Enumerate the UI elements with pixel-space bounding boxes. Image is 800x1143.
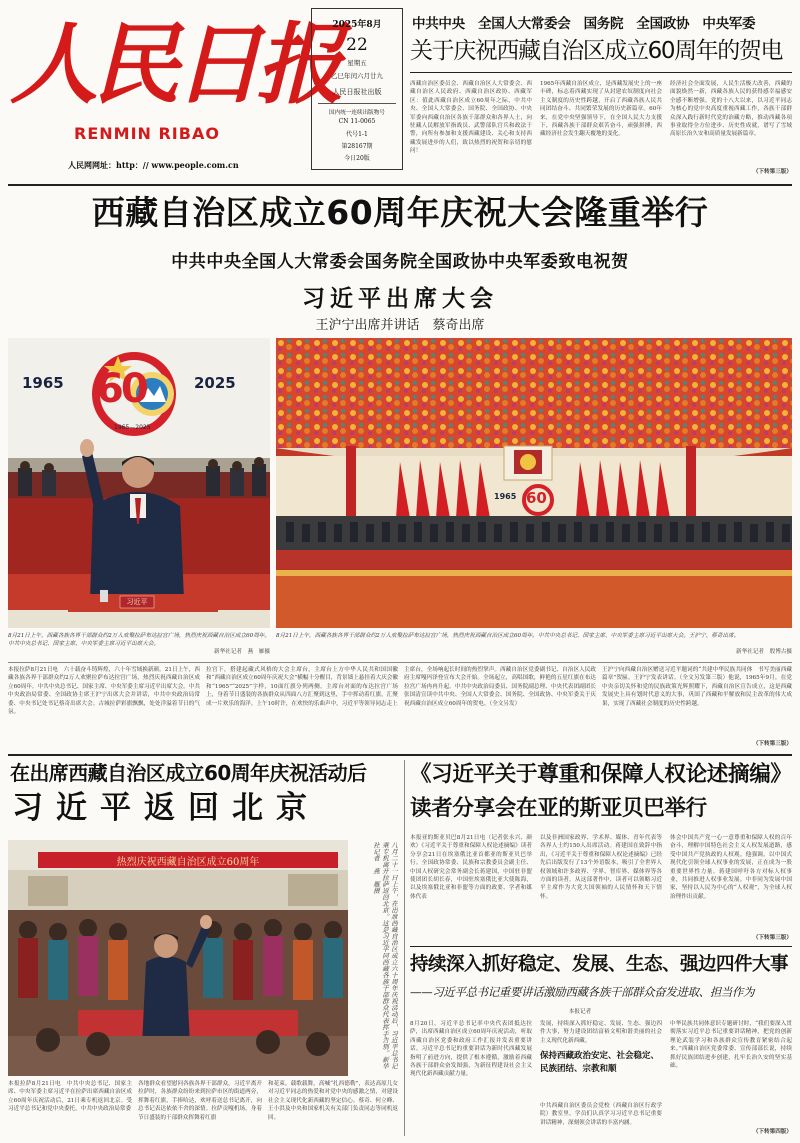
photo-banner-text: 热烈庆祝西藏自治区成立60周年 <box>116 857 260 868</box>
emblem-year-start: 1965 <box>22 374 64 392</box>
credit-right: 新华社记者 殷博古摄 <box>736 649 792 655</box>
emblem-year-end: 2025 <box>194 374 236 392</box>
lead-body-col1: 本报拉萨8月21日电 六十载奋斗铸辉煌，六十年雪域换新颜。21日上午，西藏各族各界干部群众约2万人欢聚拉萨布达拉宫广场，热烈庆祝西藏自治区成立60周年。中共中央总书记、国家主席、中央军委主席习近平出席大会。中共中央政治局常委、全国政协主席王沪宁出席大会并讲话，中共中央政治局常委、中央书记处书记蔡奇出席大会。古城拉萨彩旗飘飘，处处洋溢着节日的气氛。 <box>8 667 200 716</box>
bottom-story-subhead: ——习近平总书记重要讲话激励西藏各族干部群众奋发进取、担当作为 <box>410 985 755 999</box>
right-story-body-col1: 本报亚的斯亚贝巴8月21日电（记者张永兴、颜欢）《习近平关于尊重和保障人权论述摘编》读者分享会21日在埃塞俄比亚首都亚的斯亚贝巴举行。全国政协常委、民族和宗教委员会副主任、中国人权研究会常务副会长蒋建国，中国驻非盟使团团长胡长春，中国驻埃塞俄比亚大使陈海，以及埃塞俄比亚和非盟等方面的政要、学者和媒体代表 <box>410 835 532 900</box>
website-url: 人民网网址：http：// www.people.com.cn <box>68 160 239 170</box>
right-story-continued: （下转第三版） <box>752 935 792 941</box>
lead-body-col2: 拉宫下，搭建起藏式风格的大会主席台。主席台上方中华人民共和国国徽和“西藏自治区成立60周年庆祝大会”横幅十分醒目，背景墙上悬挂着大庆会徽和“1965”“2025”字样，10面红旗分列两侧。主席台对面的布达拉宫广场上，身着节日盛装的各族群众从四面八方汇聚到这里，手中挥动着红旗，汇聚成一片欢乐的海洋。上午10时许，在欢快的乐曲声中，习近平等领导同志走上 <box>206 667 398 707</box>
serial-number: CN 11-0065 <box>338 118 376 125</box>
date-day: 22 <box>346 35 368 55</box>
lead-subhead: 中共中央全国人大常委会国务院全国政协中央军委致电祝贺 <box>171 252 629 272</box>
lead-head-wang: 王沪宁出席并讲话 蔡奇出席 <box>315 318 485 333</box>
lead-body-col4: 王沪宁向西藏自治区赠送习近平题词的“共建中华民族共同体 书写美丽西藏篇章”贺匾。王沪宁发表讲话。（全文另发第三版）他说，1965年9月，在党中央亲切关怀和党的民族政策光辉照耀下，西藏自治区宣告成立，这是西藏发展史上具有划时代意义的大事，巩固了西藏和平解放和民主改革的伟大成果，实现了西藏社会制度的历史性跨越。 <box>602 667 792 707</box>
top-story-col3: 经济社会全面发展，人民生活极大改善，西藏的面貌焕然一新，西藏各族人民的获得感幸福感安全感不断增强。党的十八大以来，以习近平同志为核心的党中央高度重视西藏工作，各族干部群众深入践行新时代党的治藏方略，推动西藏各项事业取得全方位进步、历史性成就，谱写了雪域高原长治久安和高质量发展新篇章。 <box>670 81 792 138</box>
photo-xi-waving <box>8 338 270 628</box>
stage-year: 1965 <box>494 492 517 501</box>
masthead <box>0 0 800 184</box>
left-story-headline: 习近平返回北京 <box>12 790 320 826</box>
top-story-col2: 1965年西藏自治区成立，是西藏发展史上的一座丰碑，标志着西藏实现了从封建农奴制度向社会主义制度的历史性跨越，开启了西藏各族人民共同团结奋斗、共同繁荣发展的历史新篇章。60年来，在党中央坚强领导下，在全国人民大力支援下，西藏各族干部群众艰苦奋斗，顽强拼搏，西藏经济社会发生翻天覆地的变化。 <box>540 81 662 138</box>
lunar-date: 乙巳年闰六月廿九 <box>331 72 383 80</box>
emblem-sixty-number: 60 <box>96 366 146 412</box>
emblem-years: 1965—2025 <box>114 424 151 431</box>
lead-continued: （下转第三版） <box>752 741 792 747</box>
bottom-story-body-col1: 8月20日，习近平总书记率中央代表团抵达拉萨，出席西藏自治区成立60周年庆祝活动，听取西藏自治区党委和政府工作汇报并发表重要讲话。习近平总书记的重要讲话为新时代西藏发展指明了前进方向，提供了根本遵循，激励着西藏各族干部群众奋发图强，为新征程建设社会主义现代化新西藏贡献力量。 <box>410 1021 532 1078</box>
issue-number: 第28167期 <box>341 143 373 150</box>
left-story-body-col2: 各地群众看望慰问各族各界干部群众。习近平离开拉萨时，各族群众纷纷来到拉萨市区的街道两旁，挥舞着红旗，手捧哈达，欢呼着送总书记离开，向总书记表达依依不舍的深情。拉萨贡嘎机场，身着节日盛装的干部群众挥舞着红旗 <box>138 1081 262 1121</box>
date-box <box>311 8 403 170</box>
masthead-romanized: RENMIN RIBAO <box>74 124 220 143</box>
lead-head-xi: 习近平出席大会 <box>302 286 498 312</box>
credit-left: 新华社记者 燕 雁摄 <box>214 649 270 655</box>
photo-celebration-stage <box>276 338 792 628</box>
page-count: 今日20版 <box>344 155 370 162</box>
caption-left: 8月21日上午，西藏各族各界干部群众约2万人欢聚拉萨布达拉宫广场，热烈庆祝西藏自治区成立60周年。中共中央总书记、国家主席、中央军委主席习近平出席大会。 <box>8 633 270 648</box>
right-story-body-col3: 体会中国共产党一心一意尊重和保障人权的百年奋斗，理解中国特色社会主义人权发展道路，感受中国共产党执政的人权观。他强调，以中国式现代化引领全球人权事业的发展，正在成为一股重要世界性力量。蒋建国呼吁各方对标人权事业，共同推进人权事业发展。中非同为发展中国家，坚持以人民为中心的“人权观”，为全球人权治理作出贡献。 <box>670 835 792 900</box>
top-story-senders: 中共中央 全国人大常委会 国务院 全国政协 中央军委 <box>412 16 756 32</box>
right-story-headline: 《习近平关于尊重和保障人权论述摘编》读者分享会在亚的斯亚贝巴举行 <box>410 762 792 821</box>
weekday: 星期五 <box>347 59 367 67</box>
photo-xi-farewell <box>8 840 348 1076</box>
right-story-body-col2: 以及非洲国家政界、学术界、媒体、青年代表等各界人士约150人出席活动。蒋建国在致辞中指出，《习近平关于尊重和保障人权论述摘编》已经先后出版发行了13个外语版本，吸引了全世界人权领域和许多政界、学界、智库界、媒体界等各方面的读者。从这部著作中，读者可以领略习近平主席作为大党大国领袖的人民情怀和天下情怀。 <box>540 835 662 900</box>
top-story-col1: 西藏自治区委员会、西藏自治区人大常委会、西藏自治区人民政府、西藏自治区政协、西藏军区：值此西藏自治区成立60周年之际，中共中央、全国人大常委会、国务院、全国政协、中央军委向西藏自治区各族干部群众和各界人士，向驻藏人民解放军指战员、武警部队官兵和政法干警，向所有参加和支援西藏建设、关心和支持西藏发展进步的人们，致以热烈的祝贺和亲切的慰问！ <box>410 81 532 155</box>
bottom-story-byline: 本报记者 <box>568 1009 592 1015</box>
caption-right: 8月21日上午，西藏各族各界干部群众约2万人欢聚拉萨布达拉宫广场，热烈庆祝西藏自治区成立60周年。中共中央总书记、国家主席、中央军委主席习近平出席大会。王沪宁、蔡奇出席。 <box>276 633 740 639</box>
left-story-vertical-caption: 八月二十一日上午，在出席西藏自治区成立六十周年庆祝活动后，习近平总书记乘专机离开拉萨返回北京。这是习近平同西藏各族干部群众代表挥手告别。新华社记者 燕 雁摄 <box>372 842 398 1070</box>
top-story-continued: （下转第三版） <box>752 169 792 175</box>
bottom-story-continued: （下转第四版） <box>752 1129 792 1135</box>
left-story-body-col3: 和花束，载歌载舞，高喊“扎西德勒”，表达高原儿女对习近平同志的热爱和对党中央的感激之情，对建设社会主义现代化新西藏的坚定信心。蔡奇、何立峰、王小洪及中央和国家机关有关部门负责同志等同机返回。 <box>268 1081 398 1121</box>
left-story-kicker: 在出席西藏自治区成立60周年庆祝活动后 <box>10 761 367 785</box>
lead-headline: 西藏自治区成立60周年庆祝大会隆重举行 <box>91 193 709 232</box>
bottom-story-headline: 持续深入抓好稳定、发展、生态、强边四件大事 <box>410 954 789 975</box>
emblem-sixty-left <box>78 342 190 438</box>
lead-body-col3: 主席台，全场响起长时间的热烈掌声。西藏自治区党委副书记、自治区人民政府主席嘎玛泽登宣布大会开始。全场起立，高唱国歌，鲜艳的五星红旗在布达拉宫广场冉冉升起。中共中央政治局委员、国务院副总理、中央代表团副团长张国清宣读中共中央、全国人大常委会、国务院、全国政协、中央军委关于庆祝西藏自治区成立60周年的贺电。（全文另发） <box>404 667 596 707</box>
masthead-logo: 人民日报 <box>10 12 339 116</box>
stage-emblem-number: 60 <box>526 489 547 507</box>
bottom-story-body-col2b: 中共西藏自治区委员会党校（西藏自治区行政学院）教室里，学员们认真学习习近平总书记重要讲话精神，深刻领会讲话的丰富内涵。 <box>540 1103 662 1126</box>
nameplate: 习近平 <box>126 598 148 606</box>
publisher: 人民日报社出版 <box>332 88 382 96</box>
serial-label: 国内统一连续出版物号 <box>329 110 385 116</box>
postal-code: 代号1-1 <box>346 131 368 138</box>
date-month: 2025年8月 <box>332 20 382 30</box>
bottom-story-section-title: 保持西藏政治安定、社会稳定、民族团结、宗教和顺 <box>540 1051 660 1074</box>
bottom-story-body-col3: 中华民族共同体意识专题研讨时，“我们要深入贯彻落实习近平总书记重要讲话精神，把党的创新理论武装学习和各族群众宣传教育紧密结合起来。”西藏自治区党委常委、宣传部部长说，持续抓好民族团结进步创建，扎牢长治久安的坚实基础。 <box>670 1021 792 1070</box>
bottom-story-body-col2: 发展，持续深入抓好稳定、发展、生态、强边四件大事，努力建设团结富裕文明和谐美丽的社会主义现代化新西藏。 <box>540 1021 662 1044</box>
top-story-title: 关于庆祝西藏自治区成立60周年的贺电 <box>410 38 783 64</box>
left-story-body-col1: 本报拉萨8月21日电 中共中央总书记、国家主席、中央军委主席习近平在拉萨出席西藏自治区成立60周年庆祝活动后，21日乘专机返回北京。受习近平总书记和党中央委托，中共中央政治局常委 <box>8 1081 132 1113</box>
